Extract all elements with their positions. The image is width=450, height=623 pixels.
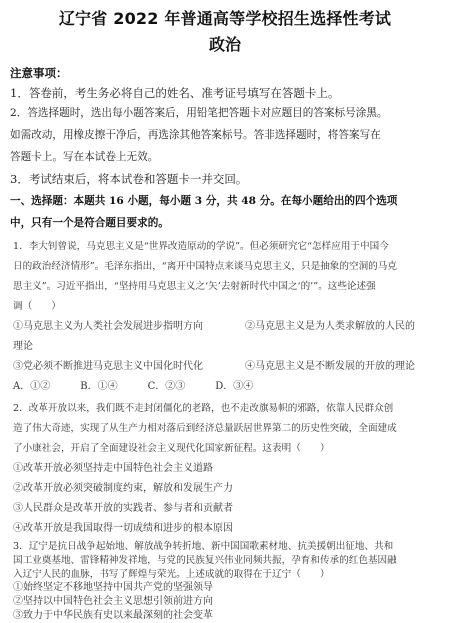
q1-answer-choices: A．①② B．①④ C．②③ D．③④ [13,381,254,392]
notice-heading: 注意事项： [10,66,68,80]
q2-option-1: ①改革开放必须坚持走中国特色社会主义道路 [13,463,213,474]
notice-item-2-line-1: 2．答选择题时，选出每小题答案后，用铅笔把答题卡对应题目的答案标号涂黑。 [10,107,388,119]
q2-stem-line-1: 2．改革开放以来，我们既不走封闭僵化的老路，也不走改旗易帜的邪路，依靠人民群众创 [13,403,394,414]
q1-option-2: ②马克思主义是为人类求解放的人民的 [245,321,415,332]
q2-option-2: ②改革开放必须突破制度约束，解放和发展生产力 [13,483,233,494]
q2-option-3: ③人民群众是改革开放的实践者、参与者和贡献者 [13,503,233,514]
notice-item-1: 1．答卷前，考生务必将自己的姓名、准考证号填写在答题卡上。 [10,86,340,100]
notice-item-3: 3．考试结束后，将本试卷和答题卡一并交回。 [10,172,248,186]
q1-option-2-cont: 理论 [13,341,33,352]
notice-item-2-line-2: 如需改动，用橡皮擦干净后，再选涂其他答案标号。答非选择题时，将答案写在 [10,129,381,141]
q3-option-2: ②坚持以中国特色社会主义思想引领前进方向 [13,596,213,607]
q1-stem-line-2: 日的政治经济情形”。毛泽东指出，“离开中国特点来谈马克思主义，只是抽象的空洞的马克 [13,261,397,272]
section1-heading-line-1: 一、选择题：本题共 16 小题，每小题 3 分，共 48 分。在每小题给出的四个选项 [10,195,398,207]
q3-option-3: ③致力于中华民族有史以来最深刻的社会变革 [13,610,213,621]
q3-stem-line-1: 3．辽宁是抗日战争起始地、解放战争转折地、新中国国歌素材地、抗美援朝出征地、共和 [13,541,394,552]
notice-item-2-line-3: 答题卡上。写在本试卷上无效。 [10,151,159,163]
q1-option-1: ①马克思主义为人类社会发展进步指明方向 [13,321,203,332]
q1-option-3: ③党必须不断推进马克思主义中国化时代化 [13,361,203,372]
q1-stem-line-1: 1．李大钊曾说，马克思主义是“世界改造原动的学说”。但必须研究它“怎样应用于中国今 [13,241,389,252]
subject-title: 政治 [208,35,241,54]
q1-stem-line-3: 思主义”。习近平指出，“坚持用马克思主义之‘矢’去射新时代中国之‘的’”。这些论述强 [13,281,376,292]
q3-option-1: ①始终坚定不移地坚持中国共产党的坚强领导 [13,582,213,593]
section1-heading-line-2: 中，只有一个是符合题目要求的。 [10,217,169,229]
q1-stem-line-4: 调（ ） [13,301,61,312]
q3-stem-line-3: 入辽宁人民的血脉，书写了辉煌与荣光。上述成就的取得在于辽宁（ ） [13,569,330,580]
q2-stem-line-3: 了小康社会，开启了全面建设社会主义现代化国家新征程。这表明（ ） [13,443,330,454]
q2-option-4: ④改革开放是我国取得一切成绩和进步的根本原因 [13,523,233,534]
q1-option-4: ④马克思主义是不断发展的开放的理论 [245,361,415,372]
q2-stem-line-2: 造了伟大奇迹，实现了从生产力相对落后到经济总量跃居世界第二的历史性突破，全面建成 [13,423,397,434]
q3-stem-line-2: 国工业奠基地、雷锋精神发祥地，与党的民族复兴伟业同频共振，孕育和传承的红色基因融 [13,555,397,566]
exam-title: 辽宁省 2022 年普通高等学校招生选择性考试 [58,9,392,28]
